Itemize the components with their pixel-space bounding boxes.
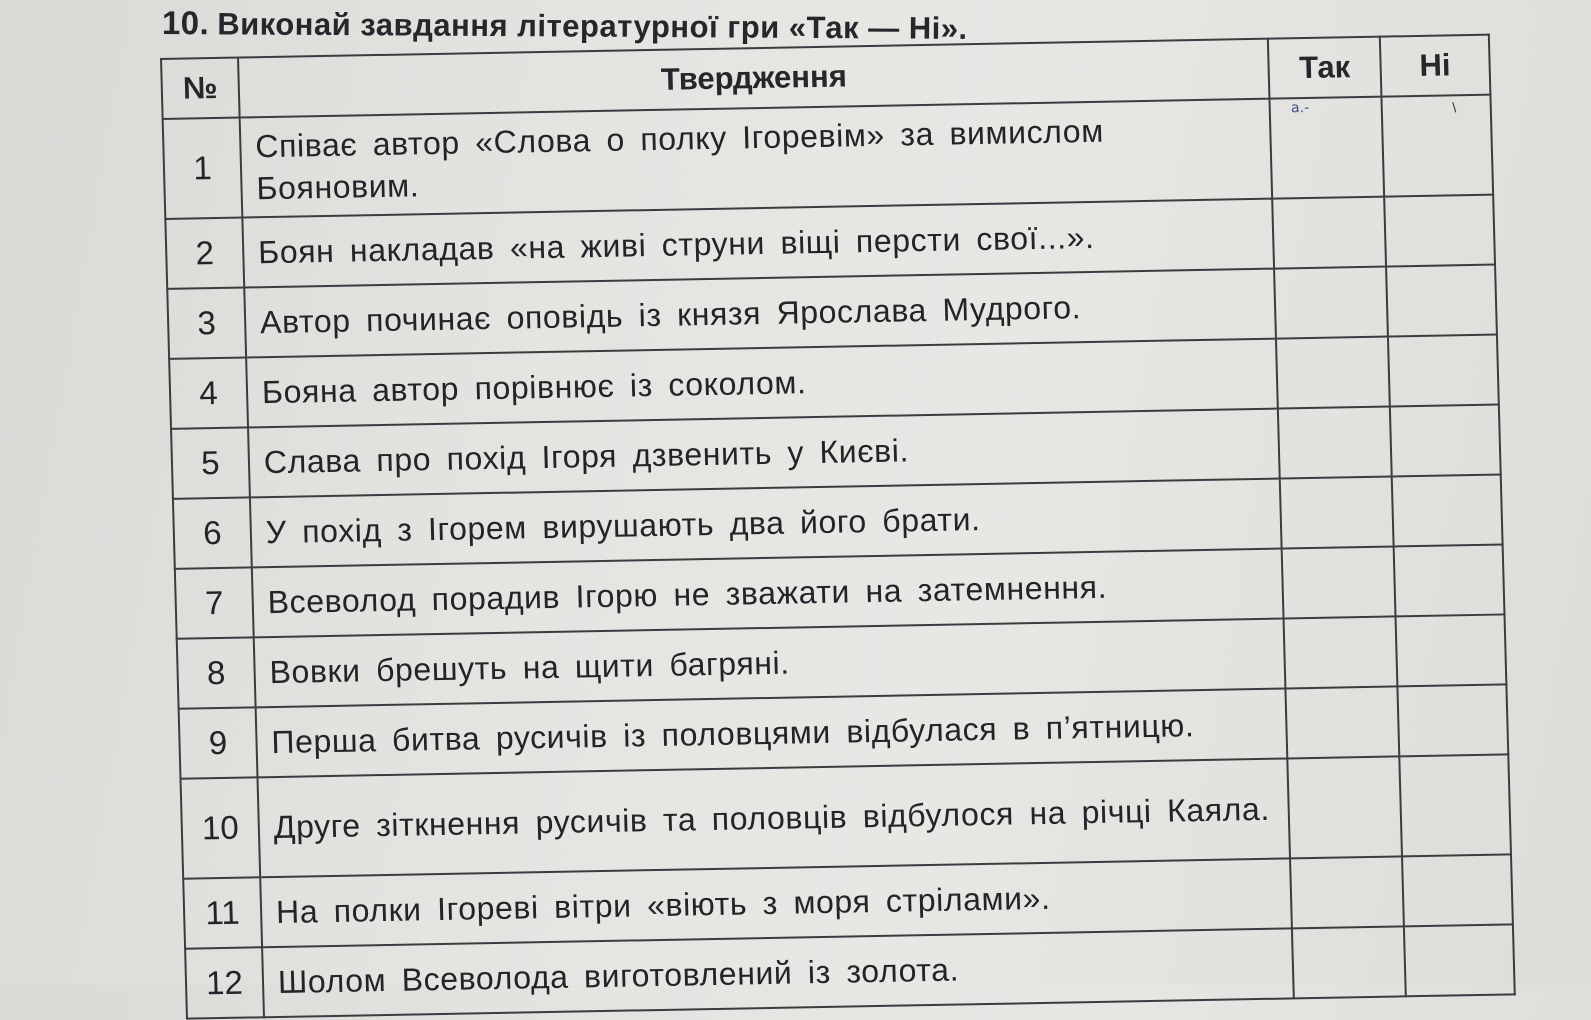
row-statement: Слава про похід Ігоря дзвенить у Києві.: [248, 409, 1280, 498]
row-number: 12: [185, 947, 264, 1018]
row-number: 1: [163, 118, 243, 219]
handwritten-tick: \: [1452, 98, 1457, 115]
answer-yes-cell[interactable]: [1280, 477, 1393, 549]
answer-no-cell[interactable]: [1402, 854, 1513, 926]
exercise-title: [162, 4, 968, 47]
row-number: 6: [173, 497, 252, 568]
answer-no-cell[interactable]: [1384, 195, 1495, 267]
row-number: 2: [165, 218, 244, 289]
row-statement: Співає автор «Слова о полку Ігоревім» за вимислом Бояновим.: [240, 99, 1273, 218]
row-statement: Шолом Всеволода виготовлений із золота.: [262, 928, 1294, 1017]
row-statement: Боян накладав «на живі струни віщі персти свої...».: [242, 199, 1274, 288]
answer-yes-cell[interactable]: [1282, 546, 1395, 618]
exercise-instruction: Виконай завдання літературної гри «Так — Ні».: [217, 6, 968, 46]
true-false-table: [160, 34, 1516, 1020]
answer-no-cell[interactable]: [1391, 475, 1502, 547]
row-number: 7: [175, 567, 254, 638]
header-yes: Так: [1268, 37, 1381, 99]
answer-yes-cell[interactable]: [1288, 756, 1402, 858]
row-statement: У похід з Ігорем вирушають два його брати.: [250, 479, 1282, 568]
row-number: 5: [171, 427, 250, 498]
header-statement: Твердження: [238, 39, 1270, 118]
answer-yes-cell[interactable]: [1290, 856, 1403, 928]
answer-no-cell[interactable]: [1399, 754, 1511, 856]
row-statement: Бояна автор порівнює із соколом.: [246, 339, 1278, 428]
exercise-number: 10.: [161, 4, 210, 42]
row-statement: Всеволод порадив Ігорю не зважати на затемнення.: [252, 549, 1284, 638]
answer-no-cell[interactable]: [1388, 335, 1499, 407]
handwritten-mark: а.-: [1290, 99, 1310, 116]
answer-no-cell[interactable]: [1395, 614, 1506, 686]
row-number: 11: [183, 877, 262, 948]
answer-no-cell[interactable]: [1393, 544, 1504, 616]
row-number: 4: [169, 357, 248, 428]
answer-no-cell[interactable]: [1389, 405, 1500, 477]
row-number: 9: [179, 707, 258, 778]
row-statement: Вовки брешуть на щити багряні.: [254, 618, 1286, 707]
row-statement: Перша битва русичів із половцями відбулася в п’ятницю.: [256, 688, 1288, 777]
answer-no-cell[interactable]: [1386, 265, 1497, 337]
header-no: Ні: [1379, 35, 1490, 97]
answer-no-cell[interactable]: [1381, 95, 1493, 197]
answer-yes-cell[interactable]: [1286, 686, 1399, 758]
answer-yes-cell[interactable]: [1284, 616, 1397, 688]
row-statement: Автор починає оповідь із князя Ярослава Мудрого.: [244, 269, 1276, 358]
row-number: 8: [177, 637, 256, 708]
answer-yes-cell[interactable]: [1292, 926, 1405, 998]
answer-yes-cell[interactable]: [1278, 407, 1391, 479]
row-statement: Друге зіткнення русичів та половців відбулося на річці Каяла.: [257, 758, 1290, 877]
row-statement: На полки Ігореві вітри «віють з моря стрілами».: [260, 858, 1292, 947]
answer-yes-cell[interactable]: [1274, 267, 1387, 339]
row-number: 3: [167, 287, 246, 358]
answer-yes-cell[interactable]: [1270, 97, 1384, 199]
answer-no-cell[interactable]: [1404, 924, 1515, 996]
answer-no-cell[interactable]: [1397, 684, 1508, 756]
header-number: №: [161, 58, 240, 119]
answer-yes-cell[interactable]: [1272, 197, 1385, 269]
answer-yes-cell[interactable]: [1276, 337, 1389, 409]
row-number: 10: [181, 777, 261, 878]
